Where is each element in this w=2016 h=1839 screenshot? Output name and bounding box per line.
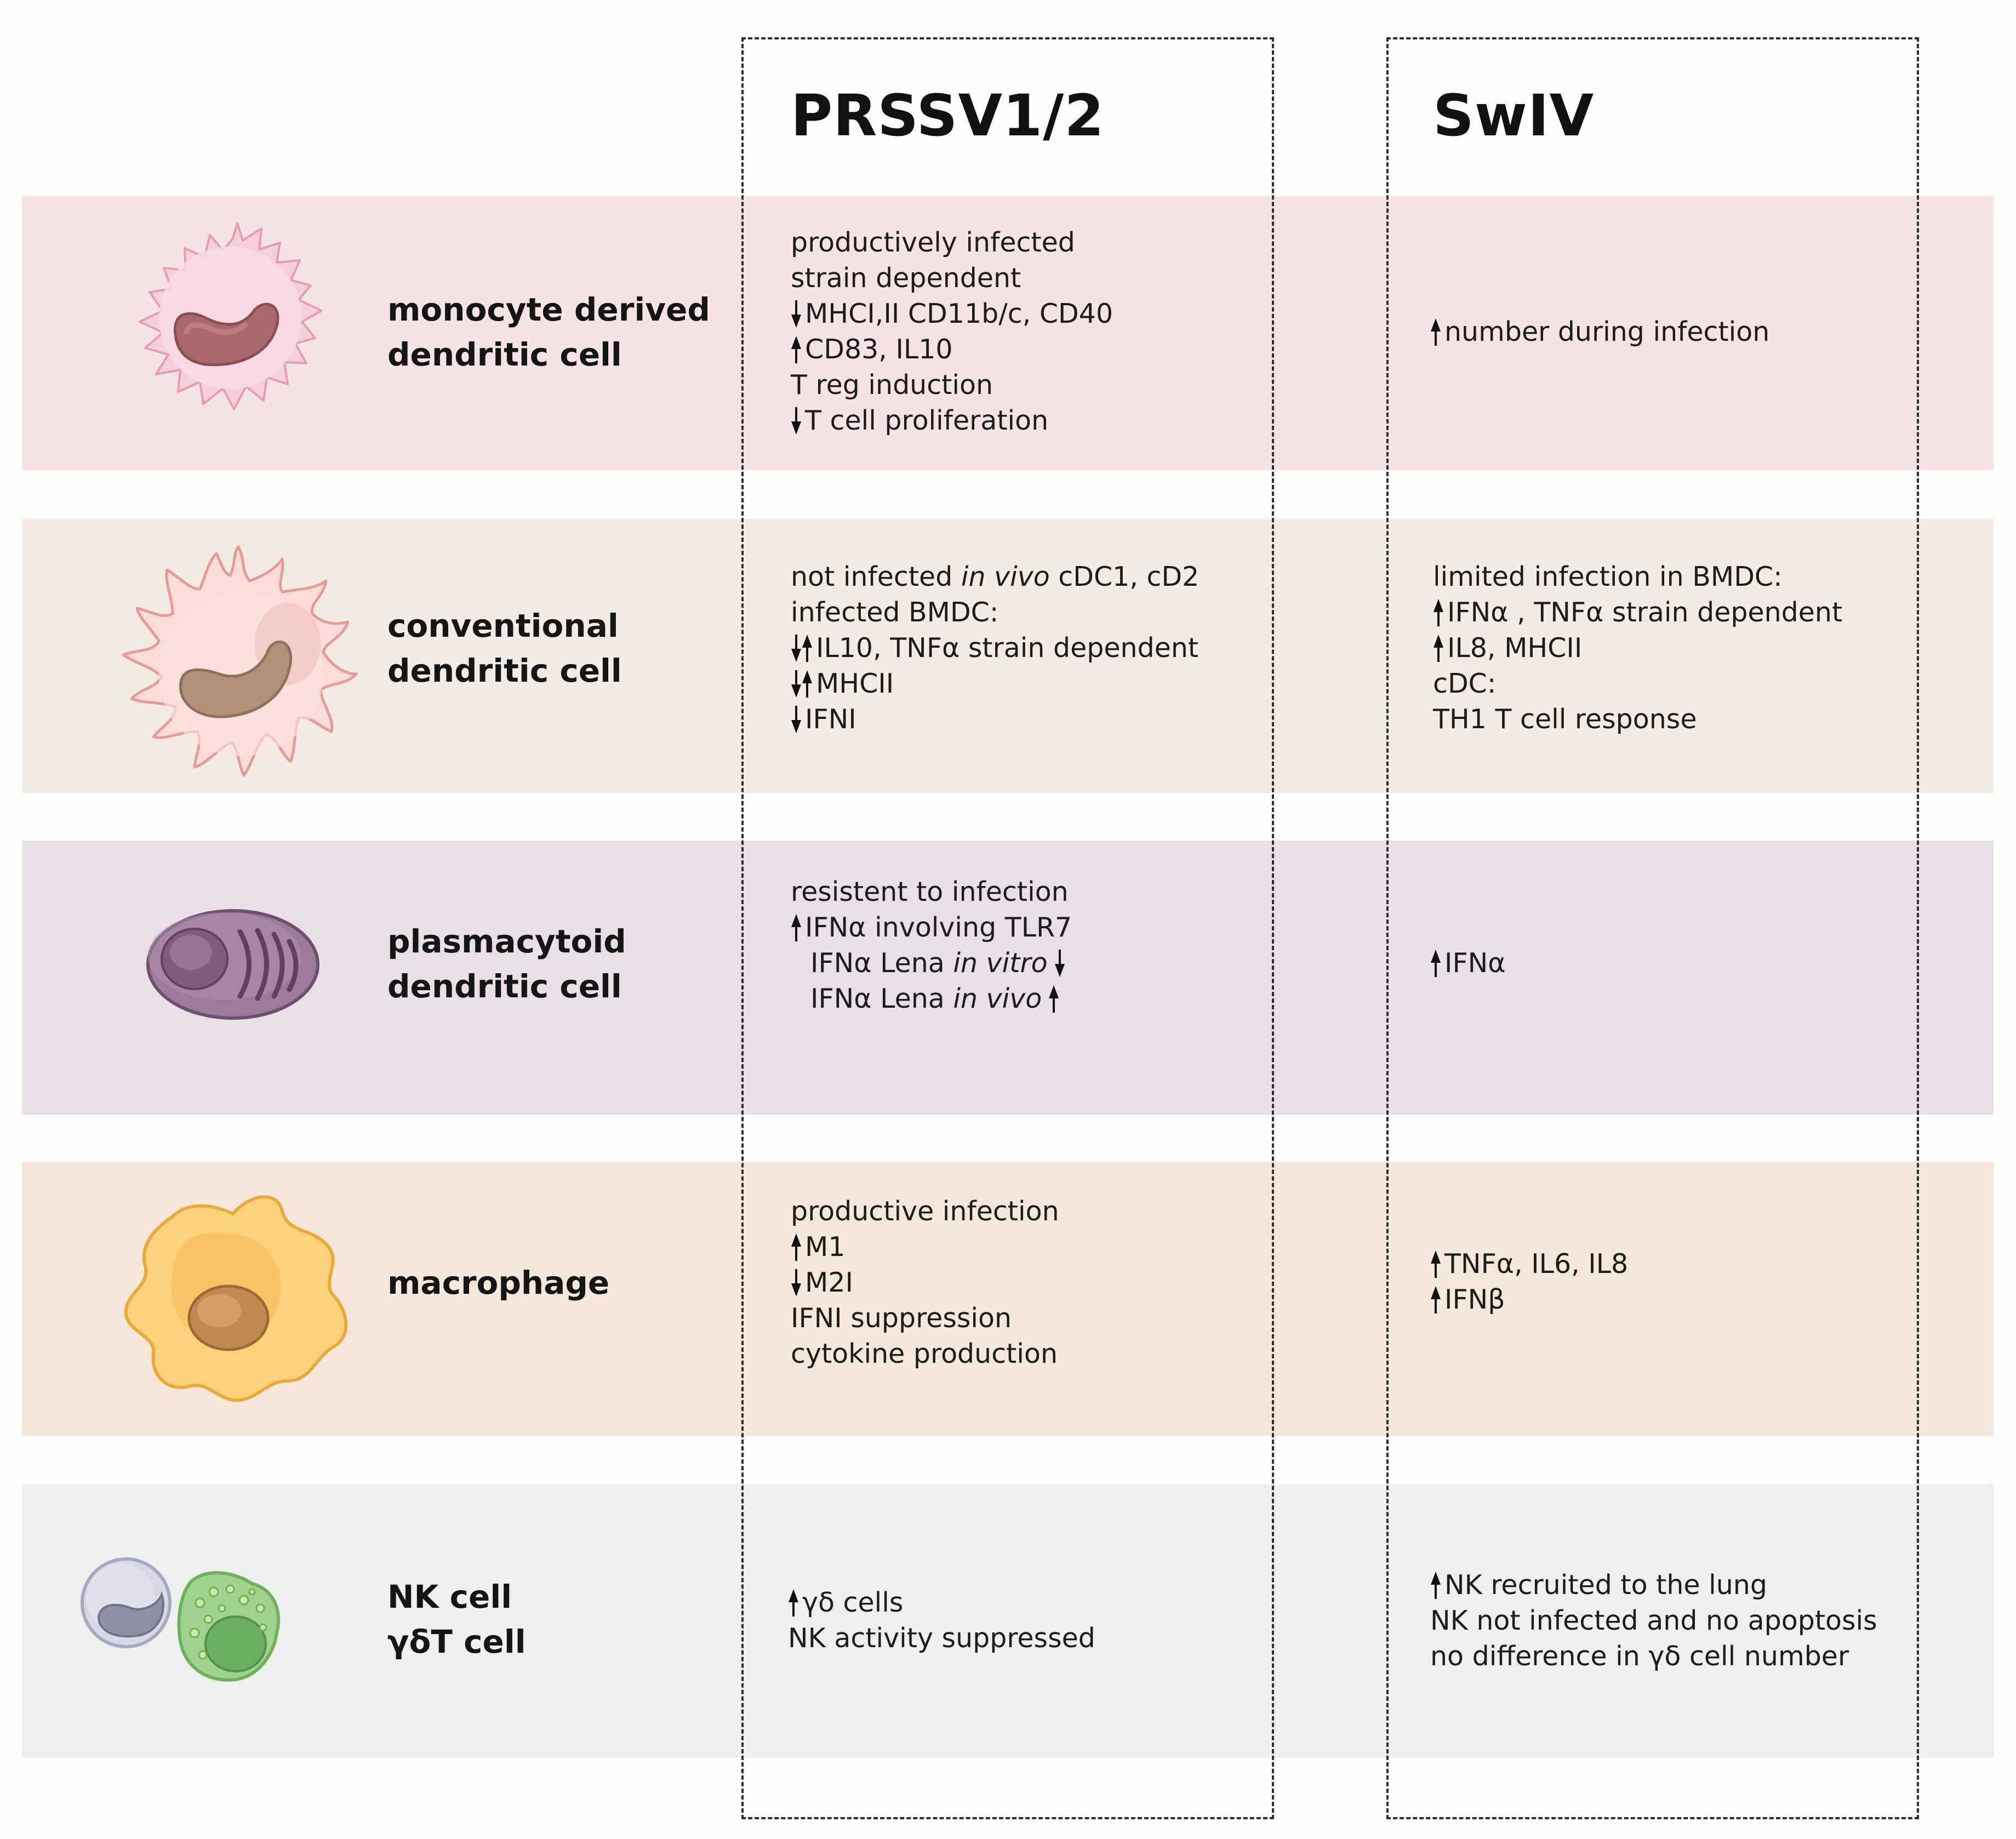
cell-name-line-2: γδT cell: [387, 1623, 526, 1660]
finding-line: [1430, 1282, 1628, 1317]
finding-text: MHCII: [816, 668, 894, 699]
finding-text: cytokine production: [791, 1338, 1058, 1369]
finding-line: [1433, 701, 1842, 737]
arrow-up-icon: [1430, 1249, 1441, 1279]
finding-line: [791, 559, 1199, 595]
prrsv-findings-nk-gamma-delta: [788, 1585, 1095, 1656]
finding-line: [791, 260, 1113, 296]
finding-text: NK activity suppressed: [788, 1623, 1095, 1654]
arrow-down-icon: [791, 299, 802, 329]
arrow-down-icon: [1054, 949, 1065, 978]
arrow-down-icon: [791, 633, 802, 663]
finding-line: [1430, 945, 1506, 981]
finding-text: IL10, TNFα strain dependent: [816, 632, 1199, 664]
trend-arrows: [1054, 949, 1065, 978]
finding-text: CD83, IL10: [805, 334, 953, 365]
arrow-down-icon: [791, 705, 802, 734]
finding-line: [791, 403, 1113, 438]
finding-line: [1433, 666, 1842, 701]
arrow-up-icon: [1430, 1570, 1441, 1600]
finding-text: strain dependent: [791, 262, 1021, 294]
finding-text: not infected: [791, 561, 961, 592]
finding-text: T cell proliferation: [805, 405, 1049, 436]
finding-line: [1430, 1638, 1877, 1674]
finding-text: IL8, MHCII: [1447, 632, 1583, 664]
trend-arrows: [1430, 949, 1441, 978]
finding-text: MHCI,II CD11b/c, CD40: [805, 298, 1113, 329]
finding-line: [791, 701, 1199, 737]
nk-and-gamma-delta-t-cell-icon: [77, 1551, 296, 1693]
cell-name-line-1: NK cell: [387, 1578, 512, 1615]
trend-arrows: [1433, 598, 1444, 627]
finding-text: limited infection in BMDC:: [1433, 561, 1783, 592]
finding-line: [1430, 1246, 1628, 1282]
arrow-up-icon: [791, 335, 802, 364]
arrow-up-icon: [791, 1232, 802, 1262]
finding-line: [791, 1193, 1059, 1229]
finding-line: [1430, 314, 1769, 350]
cell-name-line-1: plasmacytoid: [387, 923, 626, 960]
trend-arrows: [791, 705, 802, 734]
macrophage-icon: [107, 1184, 353, 1408]
cell-name-line-2: dendritic cell: [387, 968, 622, 1005]
swiv-findings-macrophage: [1430, 1246, 1628, 1317]
trend-arrows: [1430, 1285, 1441, 1315]
trend-arrows: [1430, 1570, 1441, 1600]
finding-line: [791, 367, 1113, 403]
finding-text: IFNα Lena: [810, 983, 953, 1014]
cell-name-line-1: conventional: [387, 607, 619, 644]
plasmacytoid-dendritic-cell-icon: [142, 904, 323, 1025]
finding-line: [791, 630, 1199, 666]
finding-text: IFNI: [805, 704, 856, 735]
monocyte-derived-dendritic-cell-icon: [118, 216, 348, 430]
finding-text: IFNα: [1444, 947, 1506, 979]
trend-arrows: [791, 669, 813, 699]
finding-text: M2I: [805, 1267, 853, 1298]
finding-line: [1433, 630, 1842, 666]
finding-text: cDC1, cD2: [1049, 561, 1200, 592]
arrow-up-icon: [1430, 317, 1441, 347]
finding-text: cDC:: [1433, 668, 1497, 699]
finding-line: [791, 1229, 1059, 1265]
cell-name-monocyte-derived-dc: [387, 287, 710, 377]
finding-line: [791, 1265, 1059, 1300]
finding-text: number during infection: [1444, 316, 1770, 347]
finding-text-italic: in vivo: [953, 983, 1042, 1014]
finding-text: IFNI suppression: [791, 1303, 1012, 1334]
finding-text: NK recruited to the lung: [1444, 1569, 1767, 1601]
trend-arrows: [788, 1588, 799, 1618]
trend-arrows: [1048, 984, 1059, 1014]
arrow-up-icon: [1433, 598, 1444, 627]
finding-line: [791, 666, 1199, 701]
swiv-findings-nk-gamma-delta: [1430, 1567, 1877, 1674]
finding-line: [791, 296, 1113, 332]
prrsv-findings-macrophage: [791, 1193, 1059, 1372]
arrow-up-icon: [791, 913, 802, 943]
swiv-findings-monocyte-derived-dc: [1430, 314, 1769, 350]
finding-line: [791, 595, 1199, 630]
finding-text: IFNβ: [1444, 1284, 1505, 1315]
trend-arrows: [791, 299, 802, 329]
cell-name-line-2: dendritic cell: [387, 652, 622, 689]
prrsv-findings-conventional-dc: [791, 559, 1199, 737]
cell-name-nk-gamma-delta: [387, 1574, 526, 1664]
finding-text: IFNα Lena: [810, 947, 953, 979]
swiv-column-frame: [1386, 37, 1919, 1819]
trend-arrows: [791, 633, 813, 663]
finding-text: γδ cells: [802, 1587, 904, 1618]
cell-name-line-1: monocyte derived: [387, 291, 710, 328]
prrsv-findings-monocyte-derived-dc: [791, 225, 1113, 438]
trend-arrows: [791, 913, 802, 943]
finding-line: [791, 910, 1072, 945]
finding-line: [1430, 1603, 1877, 1638]
arrow-down-icon: [791, 669, 802, 699]
finding-line: [791, 1300, 1059, 1336]
trend-arrows: [1430, 317, 1441, 347]
conventional-dendritic-cell-icon: [101, 542, 359, 784]
finding-line: [791, 981, 1072, 1016]
cell-name-line-2: dendritic cell: [387, 336, 622, 373]
finding-text: infected BMDC:: [791, 597, 999, 628]
finding-text: T reg induction: [791, 369, 993, 401]
finding-text-italic: in vivo: [961, 561, 1050, 592]
finding-text: M1: [805, 1231, 846, 1263]
finding-text: TNFα, IL6, IL8: [1444, 1248, 1629, 1280]
arrow-up-icon: [802, 669, 813, 699]
finding-text: IFNα involving TLR7: [805, 912, 1072, 943]
finding-text: IFNα , TNFα strain dependent: [1447, 597, 1843, 628]
trend-arrows: [1430, 1249, 1441, 1279]
finding-line: [791, 332, 1113, 367]
trend-arrows: [791, 335, 802, 364]
finding-line: [788, 1585, 1095, 1620]
arrow-down-icon: [791, 406, 802, 436]
trend-arrows: [791, 406, 802, 436]
prrsv-findings-plasmacytoid-dc: [791, 874, 1072, 1016]
arrow-up-icon: [1430, 1285, 1441, 1315]
arrow-up-icon: [788, 1588, 799, 1618]
arrow-up-icon: [1433, 633, 1444, 663]
arrow-up-icon: [1048, 984, 1059, 1014]
finding-text-italic: in vitro: [953, 947, 1048, 979]
arrow-up-icon: [1430, 949, 1441, 978]
finding-line: [791, 874, 1072, 910]
cell-name-plasmacytoid-dc: [387, 919, 626, 1009]
cell-name-macrophage: [387, 1260, 609, 1305]
trend-arrows: [791, 1232, 802, 1262]
arrow-down-icon: [791, 1268, 802, 1298]
swiv-findings-plasmacytoid-dc: [1430, 945, 1506, 981]
cell-name-line-1: macrophage: [387, 1264, 610, 1301]
finding-line: [1433, 559, 1842, 595]
cell-name-conventional-dc: [387, 603, 622, 693]
finding-line: [791, 225, 1113, 260]
swiv-column-title: SwIV: [1433, 82, 1595, 149]
finding-line: [791, 945, 1072, 981]
trend-arrows: [791, 1268, 802, 1298]
finding-text: no difference in γδ cell number: [1430, 1641, 1849, 1672]
finding-text: productive infection: [791, 1196, 1059, 1227]
arrow-up-icon: [802, 633, 813, 663]
finding-text: productively infected: [791, 227, 1075, 258]
finding-line: [1430, 1567, 1877, 1603]
finding-line: [788, 1620, 1095, 1656]
finding-text: NK not infected and no apoptosis: [1430, 1605, 1877, 1636]
swiv-findings-conventional-dc: [1433, 559, 1842, 737]
finding-text: resistent to infection: [791, 876, 1069, 907]
finding-line: [1433, 595, 1842, 630]
finding-line: [791, 1336, 1059, 1372]
trend-arrows: [1433, 633, 1444, 663]
prrsv-column-title: PRSSV1/2: [791, 82, 1105, 149]
finding-text: TH1 T cell response: [1433, 704, 1697, 735]
